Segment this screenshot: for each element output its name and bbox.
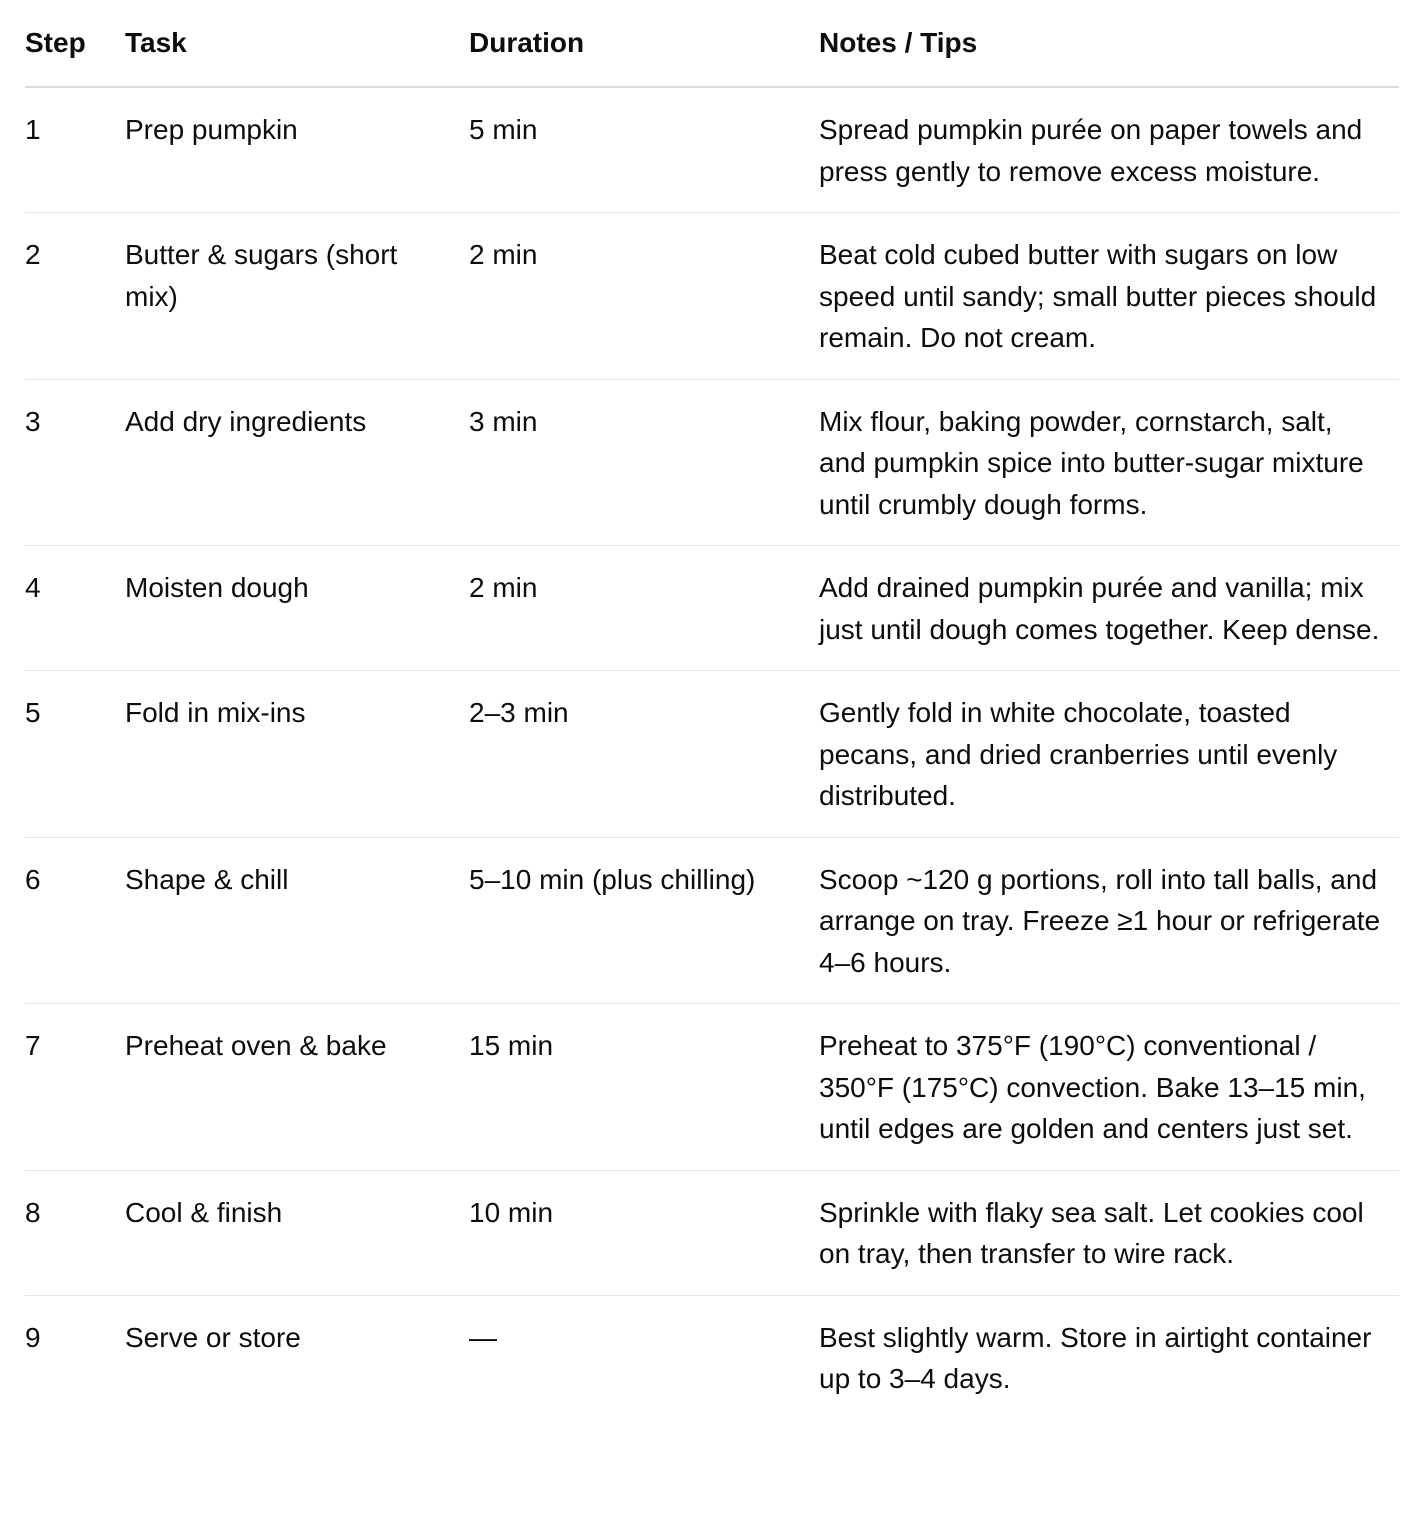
- cell-task: Prep pumpkin: [125, 87, 469, 213]
- table-row: [25, 1004, 1399, 1171]
- cell-notes: Mix flour, baking powder, cornstarch, salt, and pumpkin spice into butter-sugar mixture until crumbly dough forms.: [819, 379, 1399, 546]
- cell-task: Serve or store: [125, 1321, 301, 1353]
- recipe-steps-table: [25, 0, 1399, 1420]
- cell-task: Add dry ingredients: [125, 379, 469, 546]
- cell-step: 1: [25, 87, 125, 213]
- cell-duration: 2 min: [469, 213, 819, 380]
- table-row: [25, 213, 1399, 380]
- cell-step: 4: [25, 546, 125, 671]
- table-row: [25, 1170, 1399, 1295]
- cell-step: 2: [25, 213, 125, 380]
- cell-duration: 10 min: [469, 1170, 819, 1295]
- cell-task: Preheat oven & bake: [125, 1004, 469, 1171]
- header-task: Task: [125, 0, 469, 87]
- table-row: [25, 87, 1399, 213]
- cell-duration: —: [469, 1321, 497, 1353]
- cell-notes: Add drained pumpkin purée and vanilla; mix just until dough comes together. Keep dense.: [819, 546, 1399, 671]
- header-step: Step: [25, 0, 125, 87]
- cell-duration: 15 min: [469, 1004, 819, 1171]
- cell-task: Moisten dough: [125, 546, 469, 671]
- cell-notes: Gently fold in white chocolate, toasted pecans, and dried cranberries until evenly distributed.: [819, 671, 1399, 838]
- cell-step: 6: [25, 837, 125, 1004]
- cell-task: Shape & chill: [125, 837, 469, 1004]
- recipe-steps-table-container: [25, 0, 1399, 1420]
- cell-duration: 2 min: [469, 546, 819, 671]
- cell-notes: Sprinkle with flaky sea salt. Let cookies cool on tray, then transfer to wire rack.: [819, 1170, 1399, 1295]
- cell-notes: Spread pumpkin purée on paper towels and press gently to remove excess moisture.: [819, 87, 1399, 213]
- cell-duration: 5–10 min (plus chilling): [469, 837, 819, 1004]
- cell-step: 8: [25, 1170, 125, 1295]
- cell-step: 7: [25, 1004, 125, 1171]
- table-row: [25, 671, 1399, 838]
- cell-duration: 2–3 min: [469, 671, 819, 838]
- header-notes: Notes / Tips: [819, 0, 1399, 87]
- cell-duration: 3 min: [469, 379, 819, 546]
- cell-duration: 5 min: [469, 87, 819, 213]
- cell-notes: Scoop ~120 g portions, roll into tall balls, and arrange on tray. Freeze ≥1 hour or refrigerate 4–6 hours.: [819, 837, 1399, 1004]
- table-row: [25, 1295, 1399, 1420]
- header-duration: Duration: [469, 0, 819, 87]
- cell-task: Cool & finish: [125, 1170, 469, 1295]
- cell-task: Fold in mix-ins: [125, 671, 469, 838]
- cell-step: 3: [25, 379, 125, 546]
- cell-notes: Preheat to 375°F (190°C) conventional / 350°F (175°C) convection. Bake 13–15 min, until edges are golden and centers just set.: [819, 1004, 1399, 1171]
- cell-step: 9: [25, 1321, 41, 1353]
- table-row: [25, 546, 1399, 671]
- cell-notes: Best slightly warm. Store in airtight container up to 3–4 days.: [819, 1321, 1372, 1394]
- cell-step: 5: [25, 671, 125, 838]
- table-header-row: [25, 0, 1399, 87]
- table-row: [25, 837, 1399, 1004]
- table-row: [25, 379, 1399, 546]
- cell-notes: Beat cold cubed butter with sugars on low speed until sandy; small butter pieces should remain. Do not cream.: [819, 213, 1399, 380]
- cell-task: Butter & sugars (short mix): [125, 213, 469, 380]
